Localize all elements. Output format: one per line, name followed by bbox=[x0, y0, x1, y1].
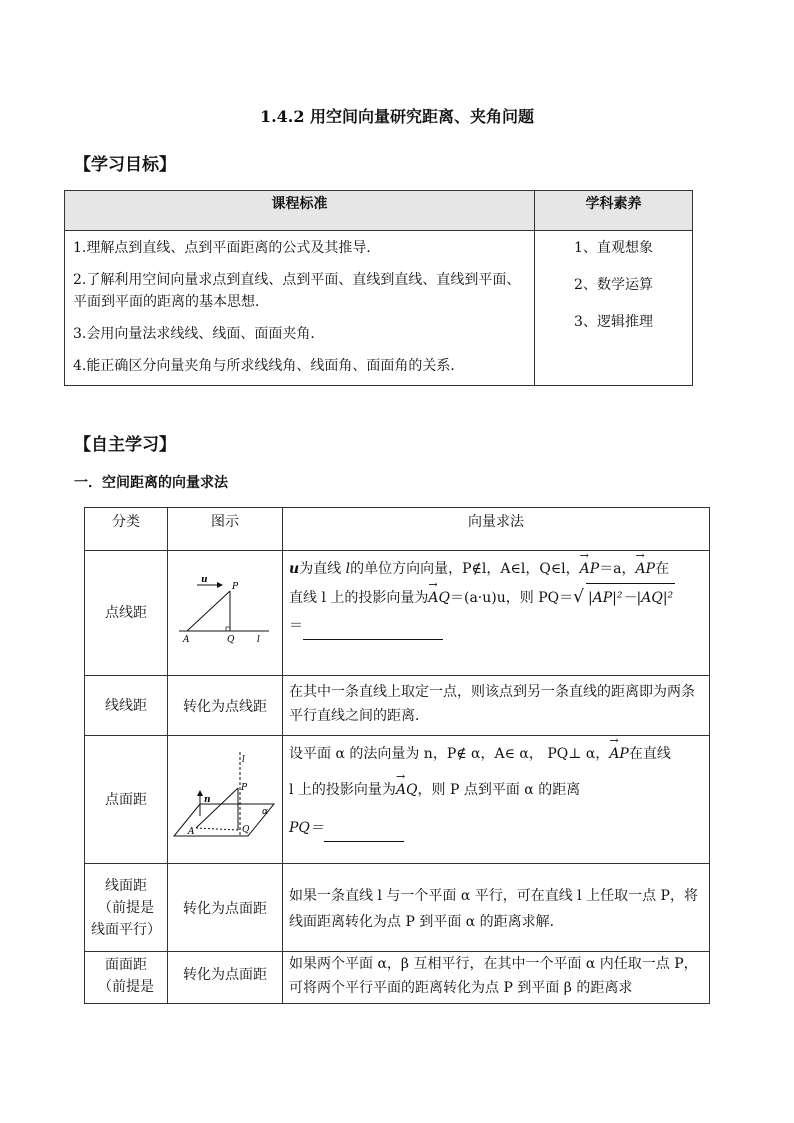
vector-AP: → AP bbox=[580, 555, 600, 583]
category-line: 线面平行） bbox=[91, 921, 161, 938]
category-point-plane: 点面距 bbox=[85, 736, 168, 864]
math-l: l bbox=[345, 561, 351, 577]
label-alpha: α bbox=[262, 806, 269, 817]
figure-point-line bbox=[168, 551, 283, 676]
vector-AP: → AP bbox=[636, 555, 656, 583]
goals-header-literacy: 学科素养 bbox=[535, 191, 693, 231]
standard-item: 4.能正确区分向量夹角与所求线线角、线面角、面面角的关系． bbox=[73, 358, 465, 374]
method-plane-plane: 如果两个平面 α，β 互相平行，在其中一个平面 α 内任取一点 P，可将两个平行平面的距离转化为点 P 到平面 β 的距离求 bbox=[283, 952, 710, 1004]
category-point-line: 点线距 bbox=[85, 551, 168, 676]
section-learning-goals: 【学习目标】 bbox=[74, 155, 176, 175]
category-plane-plane bbox=[85, 952, 168, 1004]
method-point-plane bbox=[283, 736, 710, 864]
standards-cell bbox=[65, 231, 535, 386]
method-line-line: 在其中一条直线上取定一点，则该点到另一条直线的距离即为两条平行直线之间的距离． bbox=[283, 676, 710, 736]
label-A: A bbox=[188, 826, 195, 837]
methods-header-figure: 图示 bbox=[168, 508, 283, 551]
label-l: l bbox=[242, 754, 245, 765]
category-line: （前提是 bbox=[98, 979, 154, 995]
vector-AP: → AP bbox=[609, 740, 629, 768]
text: ＝(a·u)u，则 PQ＝ bbox=[449, 590, 574, 606]
label-l: l bbox=[257, 635, 260, 645]
category-line-line: 线线距 bbox=[85, 676, 168, 736]
label-P: P bbox=[232, 582, 239, 592]
vector-AQ: → AQ bbox=[428, 584, 450, 612]
answer-blank[interactable] bbox=[303, 623, 443, 640]
text: 设平面 α 的法向量为 n，P∉ α，A∈ α， PQ⊥ α， bbox=[289, 746, 610, 762]
point-line-diagram bbox=[175, 571, 275, 651]
section-self-study: 【自主学习】 bbox=[74, 435, 176, 455]
category-line: 面面距 bbox=[105, 957, 147, 973]
vector-AQ: → AQ bbox=[396, 776, 418, 804]
goals-header-standards: 课程标准 bbox=[65, 191, 535, 231]
label-P: P bbox=[241, 782, 248, 793]
standard-item: 2.了解利用空间向量求点到直线、点到平面、直线到直线、直线到平面、平面到平面的距离的基本思想． bbox=[73, 272, 521, 310]
category-line-plane bbox=[85, 864, 168, 952]
math-u: u bbox=[289, 561, 300, 577]
figure-point-plane bbox=[168, 736, 283, 864]
methods-table bbox=[84, 507, 710, 1004]
method-line-plane: 如果一条直线 l 与一个平面 α 平行，可在直线 l 上任取一点 P，将线面距离转化为点 P 到平面 α 的距离求解． bbox=[283, 864, 710, 952]
page-title: 1.4.2 用空间向量研究距离、夹角问题 bbox=[259, 107, 535, 126]
standard-item: 3.会用向量法求线线、线面、面面夹角． bbox=[73, 326, 325, 342]
text: ＝a， bbox=[599, 561, 636, 577]
subsection-title: 一．空间距离的向量求法 bbox=[74, 475, 228, 491]
literacy-cell bbox=[535, 231, 693, 386]
text: 为直线 bbox=[299, 561, 342, 577]
label-n: n bbox=[204, 794, 211, 805]
literacy-item: 2、数学运算 bbox=[574, 277, 653, 293]
literacy-item: 3、逻辑推理 bbox=[574, 314, 653, 330]
label-Q: Q bbox=[242, 824, 250, 835]
answer-blank[interactable] bbox=[324, 825, 404, 842]
category-line: （前提是 bbox=[98, 899, 154, 916]
text: PQ＝ bbox=[289, 820, 324, 836]
figure-line-line: 转化为点线距 bbox=[168, 676, 283, 736]
text: l 上的投影向量为 bbox=[289, 782, 396, 798]
text: 的单位方向向量，P∉l，A∈l，Q∈l， bbox=[350, 561, 580, 577]
text: 在直线 bbox=[628, 746, 671, 762]
methods-header-method: 向量求法 bbox=[283, 508, 710, 551]
point-plane-diagram bbox=[170, 748, 280, 848]
label-u: u bbox=[201, 575, 208, 585]
figure-plane-plane: 转化为点面距 bbox=[168, 952, 283, 1004]
standard-item: 1.理解点到直线、点到平面距离的公式及其推导． bbox=[73, 240, 381, 256]
sqrt-expression: |AP|²－|AQ|² bbox=[586, 583, 675, 612]
label-A: A bbox=[183, 635, 190, 645]
text: 在 bbox=[655, 561, 670, 577]
label-Q: Q bbox=[227, 635, 235, 645]
figure-line-plane: 转化为点面距 bbox=[168, 864, 283, 952]
method-point-line: u为直线 l的单位方向向量，P∉l，A∈l，Q∈l，→ AP＝a，→ AP在 直线 l 上的投影向量为→ AQ＝(a·u)u，则 PQ＝√ |AP|²－|AQ|² ＝ bbox=[283, 551, 710, 676]
methods-header-category: 分类 bbox=[85, 508, 168, 551]
text: ，则 P 点到平面 α 的距离 bbox=[417, 782, 581, 798]
text: ＝ bbox=[289, 618, 303, 634]
goals-table bbox=[64, 190, 693, 386]
literacy-item: 1、直观想象 bbox=[574, 240, 653, 256]
text: 直线 l 上的投影向量为 bbox=[289, 590, 429, 606]
category-line: 线面距 bbox=[105, 877, 147, 894]
